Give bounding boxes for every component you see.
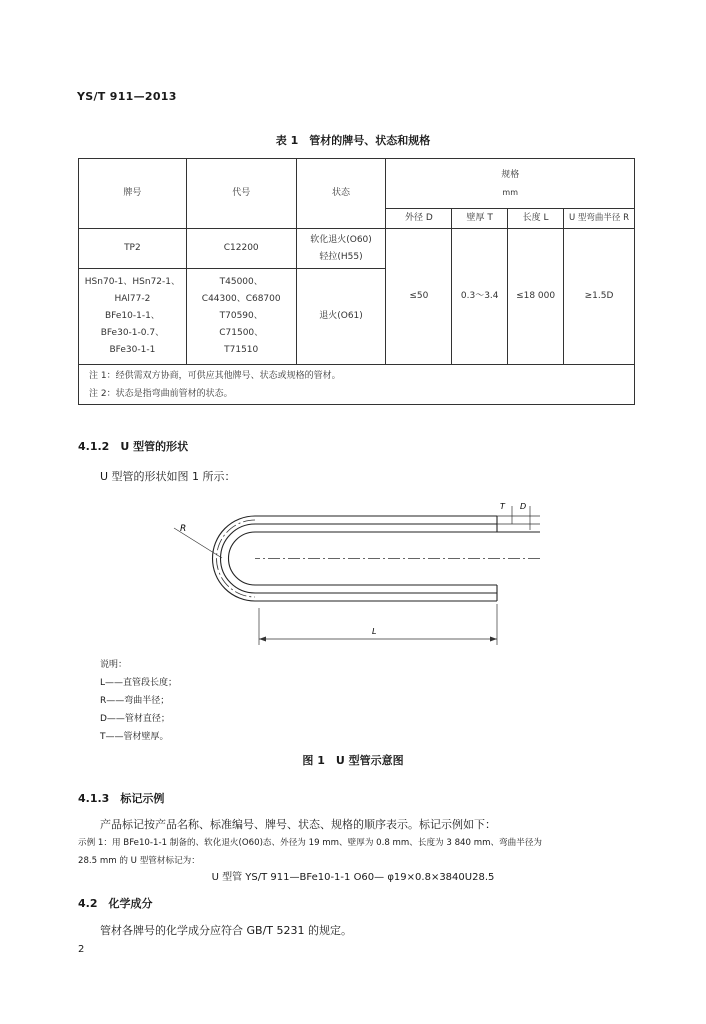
label-T: T [500,502,505,511]
table-title: 表 1 管材的牌号、状态和规格 [275,134,431,147]
example-1 [78,834,638,870]
label-L: L [372,627,377,636]
label-D: D [520,502,527,511]
spec-unit: mm [502,187,518,197]
legend-item: T——管材壁厚。 [100,732,169,742]
sub-header-od: 外径 D [386,209,452,229]
page-number: 2 [78,944,85,955]
note-2: 注 2：状态是指弯曲前管材的状态。 [89,388,233,399]
grade-item: HSn70-1、HSn72-1、 [84,277,181,287]
figure-caption: 图 1 U 型管示意图 [302,754,404,767]
sub-header-wall: 壁厚 T [452,209,508,229]
standard-number-header: YS/T 911—2013 [77,90,177,103]
state-light-drawn: 轻拉(H55) [319,251,363,262]
label-R: R [180,524,187,534]
section-4-1-3-text: 产品标记按产品名称、标准编号、牌号、状态、规格的顺序表示。标记示例如下： [100,818,496,831]
code-c12200: C12200 [186,229,296,269]
grade-tp2: TP2 [79,229,187,269]
col-header-grade: 牌号 [79,159,187,229]
section-4-1-2-text: U 型管的形状如图 1 所示： [100,470,236,483]
wall-value: 0.3～3.4 [452,229,508,365]
state-anneal: 退火(O61) [296,269,386,365]
state-soft-anneal: 软化退火(O60) [310,234,372,245]
code-item: T45000、 [219,277,263,287]
section-4-1-3-heading: 4.1.3 标记示例 [78,792,165,805]
legend-item: D——管材直径； [100,714,170,724]
radius-value: ≥1.5D [564,229,635,365]
example-line-2: 28.5 mm 的 U 型管材标记为： [78,856,200,866]
note-1: 注 1：经供需双方协商，可供应其他牌号、状态或规格的管材。 [89,370,341,381]
section-4-2-text: 管材各牌号的化学成分应符合 GB/T 5231 的规定。 [100,924,352,937]
grade-item: BFe30-1-1 [109,345,156,355]
example-line-1: 示例 1：用 BFe10-1-1 制备的、软化退火(O60)态、外径为 19 mm、壁厚为 0.8 mm、长度为 3 840 mm、弯曲半径为 [78,838,543,848]
sub-header-radius: U 型弯曲半径 R [564,209,635,229]
od-value: ≤50 [386,229,452,365]
section-4-2-heading: 4.2 化学成分 [78,897,153,910]
legend-item: R——弯曲半径； [100,696,170,706]
sub-header-length: 长度 L [508,209,564,229]
code-item: T71510 [224,345,259,355]
section-4-1-2-heading: 4.1.2 U 型管的形状 [78,440,189,453]
code-item: C44300、C68700 [201,294,281,304]
spec-header-label: 规格 [501,169,520,180]
figure-legend [100,656,177,746]
code-item: T70590、 [219,311,263,321]
grade-item: BFe30-1-0.7、 [100,328,165,338]
grade-item: BFe10-1-1、 [105,311,160,321]
grade-item: HAl77-2 [114,294,151,304]
col-header-code: 代号 [186,159,296,229]
col-header-state: 状态 [296,159,386,229]
legend-item: L——直管段长度； [100,678,178,688]
code-item: C71500、 [219,328,264,338]
length-value: ≤18 000 [508,229,564,365]
legend-title: 说明： [100,660,128,670]
marking-example: U 型管 YS/T 911—BFe10-1-1 O60— φ19×0.8×3840U28.5 [211,872,495,883]
